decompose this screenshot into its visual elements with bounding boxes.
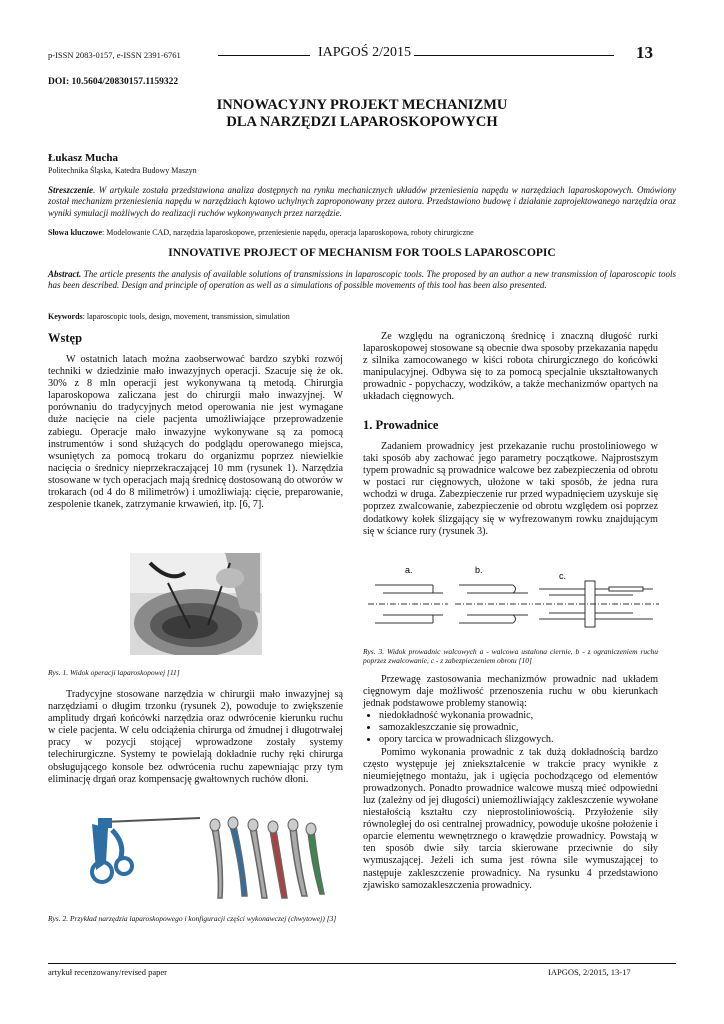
title-line-1: INNOWACYJNY PROJEKT MECHANIZMU: [216, 97, 508, 113]
abstract-en-text: The article presents the analysis of available solutions of transmissions in laparoscopic tools. The proposed by an author a new transmission of laparoscopic tools has been described. Design and principle of operation as well as a simulations of possible movements of this tool has been also presented.: [48, 269, 676, 291]
right-p1-text: Ze względu na ograniczoną średnicę i znaczną długość rurki laparoskopowej stosowane są obecnie dwa sposoby przekazania napędu z silnika zamocowanego w kiści robota chirurgicznego do końcówki manipulacyjnej. Odbywa się to za pomocą specjalnie ukształtowanych prowadnic - popychaczy, wodzików, a także mechanizmów opartych na układach cięgnowych.: [363, 331, 658, 403]
section-heading-prowadnice: 1. Prowadnice: [363, 418, 439, 432]
keywords-pl-text: : Modelowanie CAD, narzędzia laparoskopowe, przeniesienie napędu, operacja laparoskopowa, roboty chirurgiczne: [102, 228, 474, 237]
problems-list: [363, 710, 658, 746]
intro-paragraph-1: [48, 354, 343, 511]
abstract-en-label: Abstract.: [48, 269, 82, 279]
paper-title: [48, 97, 676, 131]
right-p2-text: Zadaniem prowadnicy jest przekazanie ruchu prostoliniowego w taki sposób aby zachować jego parametry początkowe. Najprostszym typem prowadnic są prowadnice walcowe bez zabezpieczenia od obrotu w postaci rur cięgnowych, ułożone w taki sposób, że jedna rura wchodzi w druga. Zabezpieczenie rur przed wypadnięciem uzyskuje się poprzez zwalcowanie, zabezpieczenie od obrotu względem osi poprzez dodatkowy kołek ślizgający się w wyfrezowanym rowku znajdującym się w ściance rury (rysunek 3).: [363, 441, 658, 537]
right-p4-text: Pomimo wykonania prowadnic z tak dużą dokładnością bardzo często występuje jej zniekształcenie w trakcie pracy wynikłe z nieumiejętnego montażu, jak i ugięcia pochodzącego od elementów prowadzonych. Ponadto prowadnice walcowe muszą mieć odpowiedni luz (zależny od jej długości) uniemożliwiający zakleszczenie wywołane niestałością kształtu czy nieprostoliniowością. Przyłożenie siły równoległej do osi centralnej prowadnicy, powoduje ukośne położenie i oparcie elementu wewnętrznego o krawędzie prowadnicy. Powstają w ten sposób dwie siły tarcia skierowane przeciwnie do siły wymuszającej. Jeżeli ich suma jest równa sile wymuszającej to następuje zakleszczenie prowadnicy. Na rysunku 4 przedstawiono zjawisko samozakleszczenia prowadnicy.: [363, 746, 658, 891]
abstract-pl: [48, 185, 676, 219]
abstract-pl-label: Streszczenie: [48, 185, 93, 195]
right-paragraph-1: [363, 331, 658, 404]
section-heading-intro: Wstęp: [48, 331, 83, 345]
intro-paragraph-2: [48, 689, 343, 786]
keywords-en-label: Keywords: [48, 312, 83, 321]
issn-line: p-ISSN 2083-0157, e-ISSN 2391-6761: [48, 50, 181, 60]
title-line-2: DLA NARZĘDZI LAPAROSKOPOWYCH: [226, 114, 498, 130]
abstract-en: [48, 269, 676, 292]
page-number: 13: [636, 43, 653, 62]
footer-review-note: artykuł recenzowany/revised paper: [48, 967, 167, 977]
journal-name: IAPGOŚ 2/2015: [318, 45, 411, 60]
figure-3-caption: Rys. 3. Widok prowadnic walcowych a - walcowa ustalona ciernie, b - z ograniczeniem ruchu poprzez zwalcowanie, c - z zabezpieczeniem obrotu [10]: [363, 647, 658, 665]
figure-1-surgery-photo: [130, 553, 262, 655]
keywords-en-text: : laparoscopic tools, design, movement, transmission, simulation: [82, 312, 290, 321]
header-rule-right: [414, 55, 614, 56]
affiliation: Politechnika Śląska, Katedra Budowy Maszyn: [48, 166, 197, 175]
title-en: INNOVATIVE PROJECT OF MECHANISM FOR TOOLS LAPAROSCOPIC: [168, 247, 556, 259]
figure-3-label-a: a.: [405, 565, 413, 575]
author-name: Łukasz Mucha: [48, 152, 118, 164]
keywords-en: [48, 312, 676, 322]
abstract-pl-text: . W artykule została przedstawiona analiza dostępnych na rynku mechanicznych układów przeniesienia napędu w narzędziach laparoskopowych. Omówiony został mechanizm przeniesienia napędu w narzędziach kątowo uchylnych zaproponowany przez autora. Przedstawiono budowę i działanie zaprojektowanego narzędzia oraz wyniki symulacji możliwych do realizacji ruchów wykonywanych przez narzędzie.: [48, 185, 676, 218]
footer-citation: IAPGOS, 2/2015, 13-17: [548, 967, 631, 977]
intro-p2-text: Tradycyjne stosowane narzędzia w chirurgii mało inwazyjnej są narzędziami o długim trzonku (rysunek 2), powoduje to zwiększenie amplitudy drgań końcówki narzędzia oraz odwrócenie kierunku ruchu w ciele pacjenta. W celu odciążenia chirurga od żmudnej i długotrwałej pracy w pozycji stojącej wprowadzone zostały systemy telechirurgiczne. Systemy te powielają dokładnie ruchy ręki chirurga obsługującego konsole bez odwrócenia ruchu zapewniając przy tym eliminację drgań oraz kompensację gwałtownych ruchów dłoni.: [48, 689, 343, 785]
keywords-pl: [48, 228, 676, 238]
doi: DOI: 10.5604/20830157.1159322: [48, 77, 179, 87]
intro-p1-text: W ostatnich latach można zaobserwować bardzo szybki rozwój techniki w dziedzinie mało inwazyjnych operacji. Szacuje się że ok. 30% z 8 mln operacji jest wykonywana tą metodą. Chirurgia laparoskopowa zaliczana jest do chirurgii mało inwazyjnej. W porównaniu do tradycyjnych metod operowania nie jest wymagane duże nacięcie na ciele pacjenta umożliwiające przeprowadzenie zabiegu. Operacje mało inwazyjne wykonywane są za pomocą instrumentów i sond służących do podglądu operowanego miejsca, wsuniętych za pomocą trokaru do organizmu poprzez niewielkie nacięcia o średnicy nieprzekraczającej 10 mm (rysunek 1). Narzędzia stosowane w tych operacjach mają średnicę dostosowaną do otworów w trokarach (od 4 do 8 milimetrów) i umożliwiają: cięcie, preparowanie, zespolenie tkanek, zatrzymanie krwawień, itp. [6, 7].: [48, 354, 343, 511]
figure-3-label-b: b.: [475, 565, 483, 575]
figure-3-label-c: c.: [559, 571, 567, 581]
figure-2-laparoscopic-tool: [72, 808, 332, 908]
right-paragraph-2: [363, 441, 658, 538]
figure-2-caption: Rys. 2. Przykład narzędzia laparoskopowego i konfiguracji części wykonawczej (chwytowej) [3]: [48, 914, 337, 923]
header-rule-left: [218, 55, 310, 56]
footer-rule: [48, 963, 676, 964]
right-p3-text: Przewagę zastosowania mechanizmów prowadnic nad układem cięgnowym daje możliwość przenoszenia ruchu w obu kierunkach jednak podstawowe problemy stanowią:: [363, 674, 658, 710]
list-item: • opory tarcica w prowadnicach ślizgowych.: [379, 734, 658, 746]
right-paragraph-3: [363, 674, 658, 892]
figure-1-caption: Rys. 1. Widok operacji laparoskopowej [11]: [48, 668, 180, 677]
keywords-pl-label: Słowa kluczowe: [48, 228, 102, 237]
figure-3-guides-diagram: [363, 563, 663, 645]
list-item: • niedokładność wykonania prowadnic,: [379, 710, 658, 722]
list-item: • samozakleszczanie się prowadnic,: [379, 722, 658, 734]
